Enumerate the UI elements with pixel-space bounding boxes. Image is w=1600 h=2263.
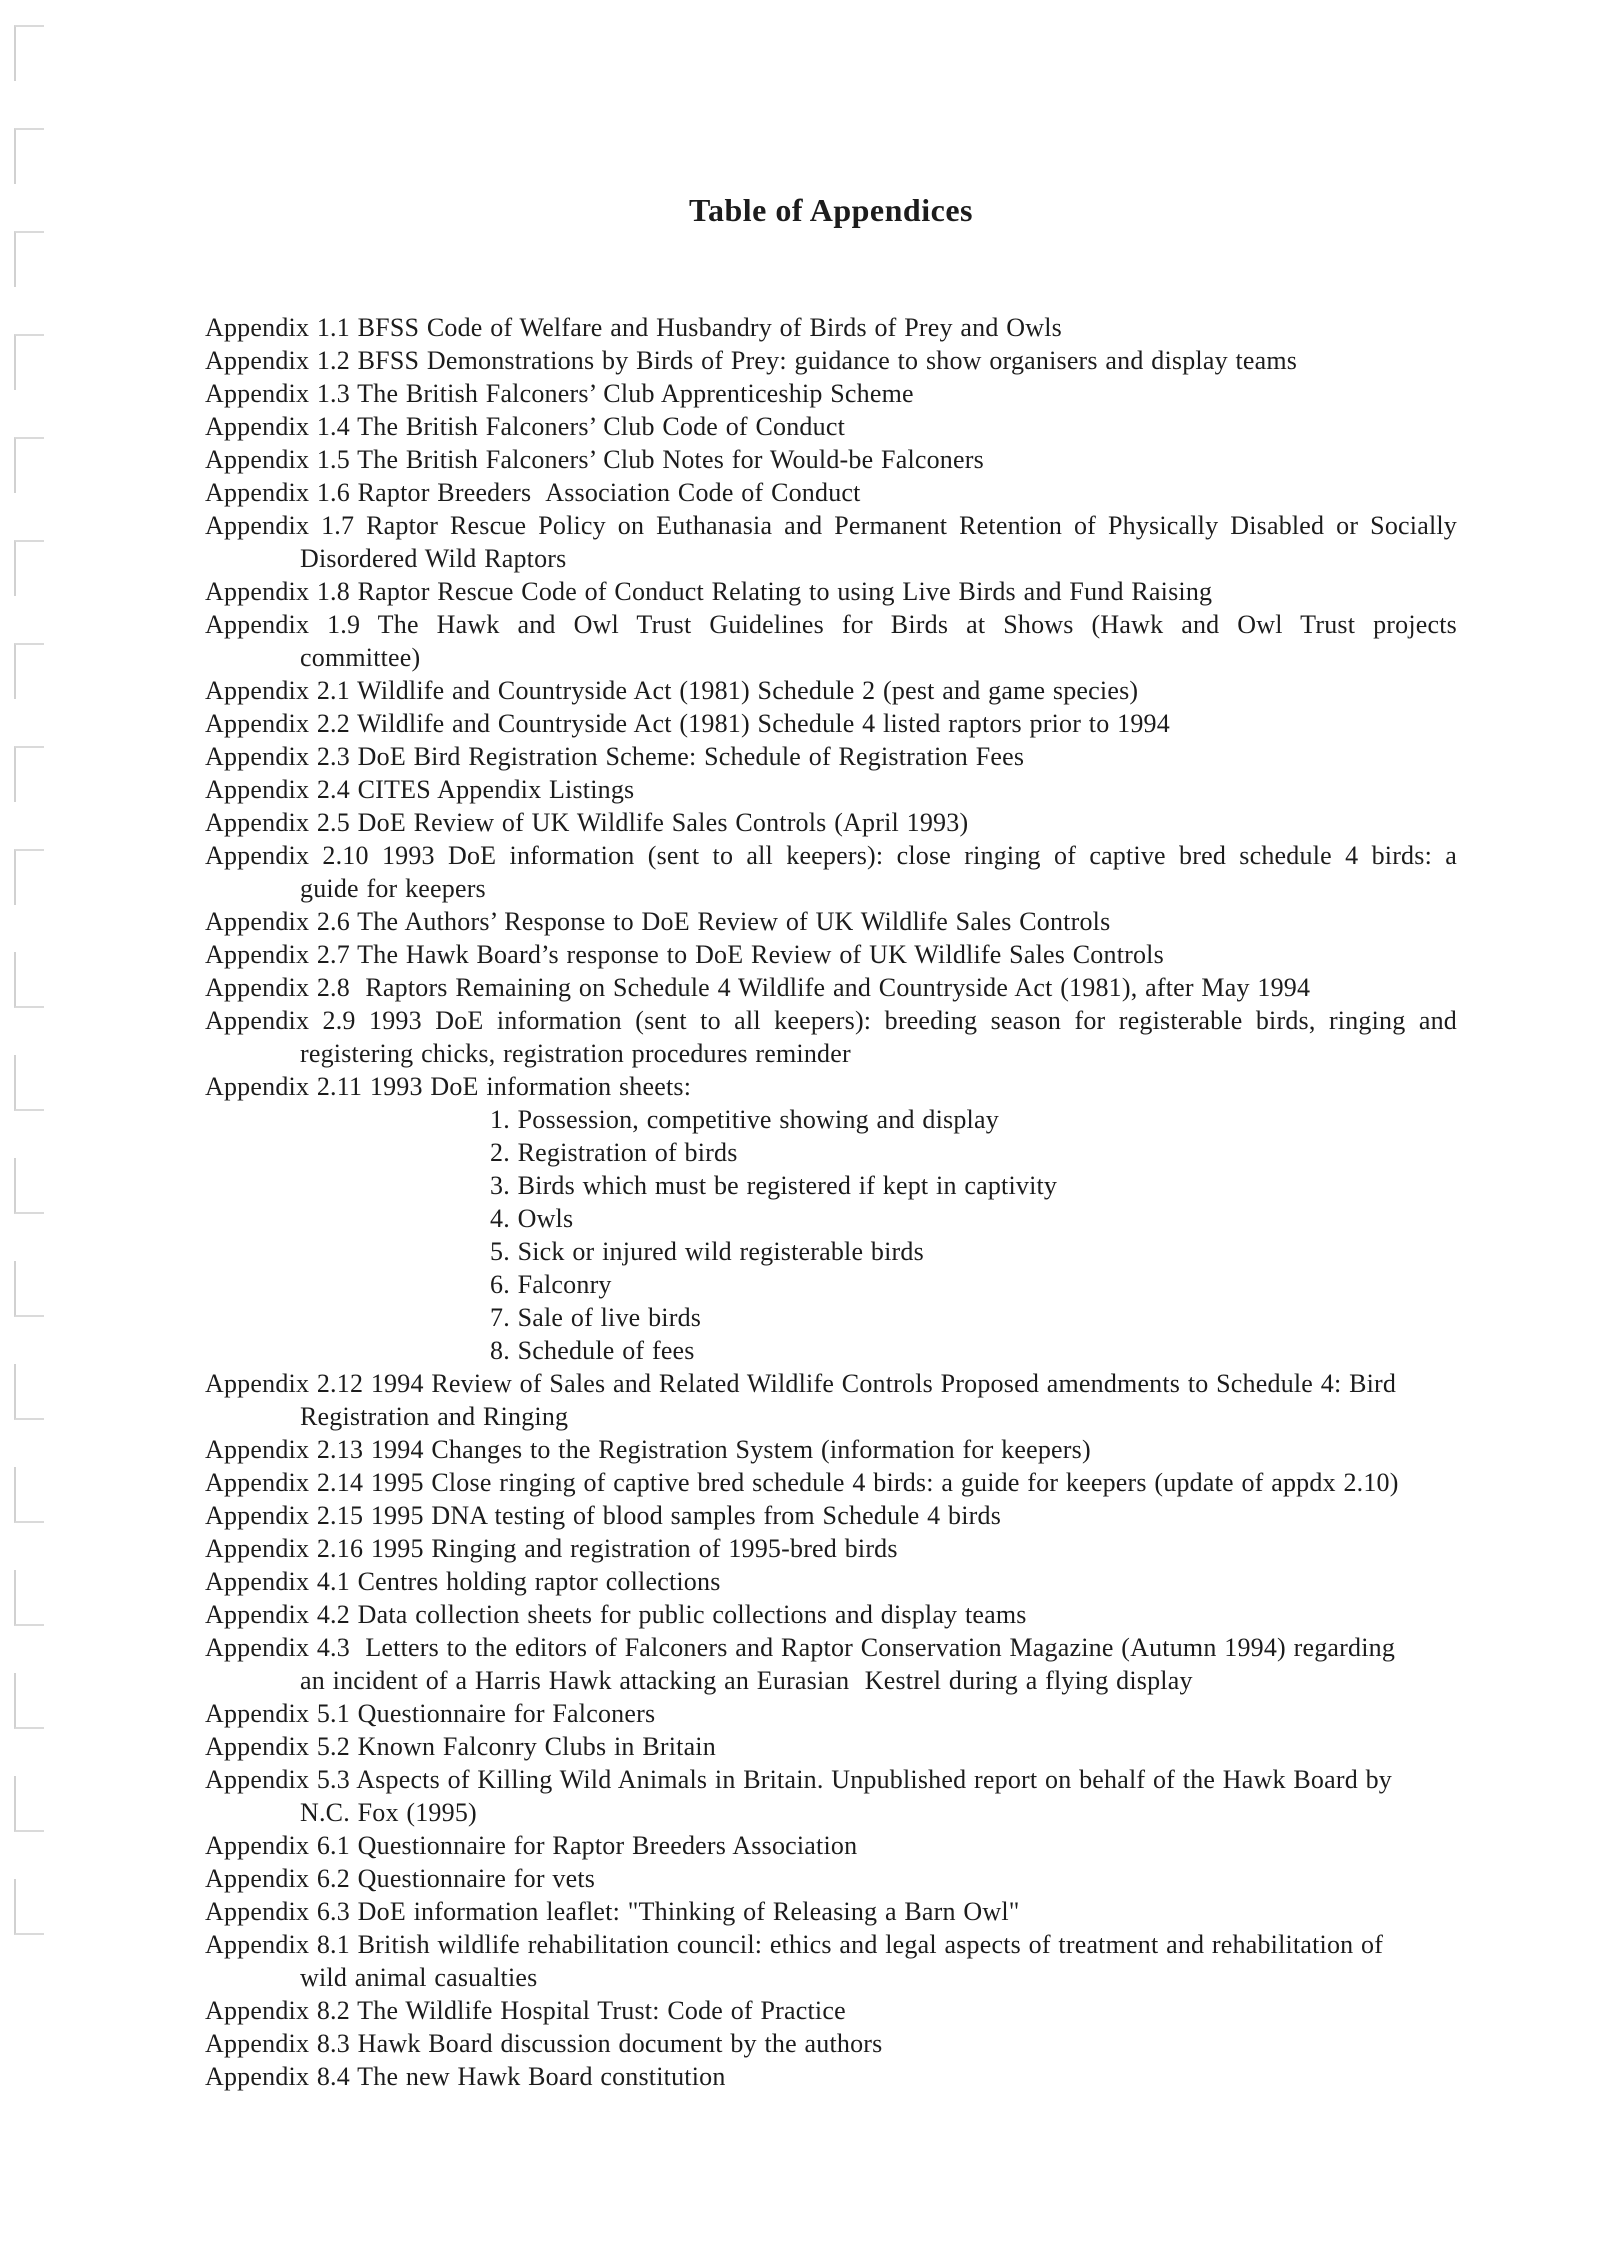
toc-entry-line: Appendix 2.11 1993 DoE information sheets: [205,1072,692,1101]
toc-entry-line: Appendix 6.2 Questionnaire for vets [205,1864,596,1893]
binding-mark-artifact [14,1261,44,1317]
toc-entry-line: Appendix 1.8 Raptor Rescue Code of Conduct Relating to using Live Birds and Fund Raising [205,577,1213,606]
toc-entry-line: an incident of a Harris Hawk attacking an Eurasian Kestrel during a flying display [300,1666,1193,1695]
toc-subitem [205,1202,1457,1235]
binding-mark-artifact [14,1364,44,1420]
toc-entry-line: Appendix 1.9 The Hawk and Owl Trust Guidelines for Birds at Shows (Hawk and Owl Trust projects [205,610,1457,639]
toc-entry [205,1070,1457,1103]
toc-entry-line: Appendix 8.1 British wildlife rehabilitation council: ethics and legal aspects of treatment and rehabilitation of [205,1930,1384,1959]
toc-entry [205,575,1457,608]
toc-entry-line: Appendix 8.3 Hawk Board discussion document by the authors [205,2029,883,2058]
toc-entry-line: Appendix 1.3 The British Falconers’ Club Apprenticeship Scheme [205,379,914,408]
binding-mark-artifact [14,334,44,390]
toc-entry [205,344,1457,377]
toc-entry-line: Appendix 1.5 The British Falconers’ Club Notes for Would-be Falconers [205,445,984,474]
binding-mark-artifact [14,25,44,81]
toc-entry [205,311,1457,344]
toc-entry [205,740,1457,773]
binding-mark-artifact [14,437,44,493]
toc-entry-line: Appendix 6.3 DoE information leaflet: "Thinking of Releasing a Barn Owl" [205,1897,1020,1926]
toc-subitem-line: 8. Schedule of fees [490,1336,695,1365]
page-title: Table of Appendices [689,192,973,228]
binding-mark-artifact [14,231,44,287]
toc-entry-line: registering chicks, registration procedures reminder [300,1039,851,1068]
toc-entry [205,1697,1457,1730]
toc-subitem [205,1136,1457,1169]
toc-entry-line: Disordered Wild Raptors [300,544,567,573]
toc-entry [205,674,1457,707]
toc-entry-line: Appendix 6.1 Questionnaire for Raptor Breeders Association [205,1831,858,1860]
toc-subitem-line: 1. Possession, competitive showing and display [490,1105,999,1134]
toc-entry [205,1004,1457,1070]
toc-entry [205,2027,1457,2060]
toc-entry-line: Appendix 2.4 CITES Appendix Listings [205,775,635,804]
toc-subitem-line: 4. Owls [490,1204,574,1233]
toc-entry [205,839,1457,905]
toc-entry [205,1862,1457,1895]
toc-entry [205,905,1457,938]
toc-subitem-line: 2. Registration of birds [490,1138,738,1167]
binding-mark-artifact [14,128,44,184]
toc-entry [205,1895,1457,1928]
toc-entry [205,1466,1457,1499]
toc-entry [205,1499,1457,1532]
toc-entry-line: wild animal casualties [300,1963,538,1992]
toc-subitem-line: 5. Sick or injured wild registerable birds [490,1237,924,1266]
toc-entry-line: Appendix 2.16 1995 Ringing and registration of 1995-bred birds [205,1534,898,1563]
toc-entry-line: Appendix 2.6 The Authors’ Response to DoE Review of UK Wildlife Sales Controls [205,907,1111,936]
toc-entry [205,509,1457,575]
toc-entry [205,443,1457,476]
binding-marks [0,0,70,2263]
toc-entry [205,377,1457,410]
toc-entry [205,1928,1457,1994]
toc-entry-line: Appendix 2.12 1994 Review of Sales and Related Wildlife Controls Proposed amendments to Schedule 4: Bird [205,1369,1397,1398]
toc-entry [205,1532,1457,1565]
toc-entry [205,773,1457,806]
toc-entry [205,806,1457,839]
toc-entry [205,1631,1457,1697]
toc-entry-line: Appendix 2.9 1993 DoE information (sent to all keepers): breeding season for registerable birds, ringing and [205,1006,1457,1035]
toc-entry [205,608,1457,674]
toc-entry-line: Appendix 4.2 Data collection sheets for public collections and display teams [205,1600,1027,1629]
toc-entry-line: Appendix 2.14 1995 Close ringing of captive bred schedule 4 birds: a guide for keepers (update of appdx 2.10) [205,1468,1399,1497]
binding-mark-artifact [14,746,44,802]
binding-mark-artifact [14,1467,44,1523]
toc-entry-line: Appendix 2.3 DoE Bird Registration Scheme: Schedule of Registration Fees [205,742,1025,771]
toc-subitem-line: 7. Sale of live birds [490,1303,702,1332]
toc-entry-line: Appendix 2.2 Wildlife and Countryside Act (1981) Schedule 4 listed raptors prior to 1994 [205,709,1170,738]
toc-subitem-line: 3. Birds which must be registered if kept in captivity [490,1171,1058,1200]
toc-entry [205,1829,1457,1862]
toc-entry-line: Appendix 2.15 1995 DNA testing of blood samples from Schedule 4 birds [205,1501,1002,1530]
toc-entry-line: Appendix 2.13 1994 Changes to the Registration System (information for keepers) [205,1435,1091,1464]
toc-entry-line: committee) [300,643,421,672]
toc-subitem [205,1334,1457,1367]
toc-entry-line: Appendix 2.5 DoE Review of UK Wildlife Sales Controls (April 1993) [205,808,969,837]
toc-entry [205,1730,1457,1763]
toc-entry-line: Appendix 2.1 Wildlife and Countryside Act (1981) Schedule 2 (pest and game species) [205,676,1139,705]
toc-entry-line: Appendix 5.1 Questionnaire for Falconers [205,1699,656,1728]
binding-mark-artifact [14,1776,44,1832]
binding-mark-artifact [14,1879,44,1935]
toc-subitem [205,1268,1457,1301]
toc-entry [205,1763,1457,1829]
toc-entry-line: Appendix 1.7 Raptor Rescue Policy on Euthanasia and Permanent Retention of Physically Disabled or Socially [205,511,1457,540]
page-content [205,192,1457,2093]
toc-entry-line: Registration and Ringing [300,1402,569,1431]
binding-mark-artifact [14,1673,44,1729]
toc-entry [205,1598,1457,1631]
toc-entry [205,938,1457,971]
toc-entry-line: guide for keepers [300,874,486,903]
toc-entry [205,1367,1457,1433]
toc-entry-line: Appendix 1.2 BFSS Demonstrations by Birds of Prey: guidance to show organisers and display teams [205,346,1298,375]
toc-entry [205,707,1457,740]
binding-mark-artifact [14,540,44,596]
toc-subitem [205,1103,1457,1136]
binding-mark-artifact [14,952,44,1008]
toc-entry-line: Appendix 1.1 BFSS Code of Welfare and Husbandry of Birds of Prey and Owls [205,313,1062,342]
binding-mark-artifact [14,849,44,905]
toc-entry-line: Appendix 5.3 Aspects of Killing Wild Animals in Britain. Unpublished report on behalf of the Hawk Board by [205,1765,1393,1794]
binding-mark-artifact [14,1055,44,1111]
toc-entry-line: Appendix 4.3 Letters to the editors of Falconers and Raptor Conservation Magazine (Autumn 1994) regarding [205,1633,1396,1662]
toc-entry-line: Appendix 1.4 The British Falconers’ Club Code of Conduct [205,412,846,441]
toc-entry-line: N.C. Fox (1995) [300,1798,477,1827]
toc-entry [205,410,1457,443]
binding-mark-artifact [14,643,44,699]
appendix-list [205,311,1457,2093]
toc-subitem [205,1169,1457,1202]
toc-entry-line: Appendix 8.4 The new Hawk Board constitution [205,2062,726,2091]
toc-entry [205,971,1457,1004]
toc-entry-line: Appendix 2.10 1993 DoE information (sent to all keepers): close ringing of captive bred schedule 4 birds: a [205,841,1457,870]
toc-entry-line: Appendix 8.2 The Wildlife Hospital Trust: Code of Practice [205,1996,846,2025]
toc-subitem [205,1301,1457,1334]
toc-entry [205,2060,1457,2093]
toc-entry-line: Appendix 1.6 Raptor Breeders Association Code of Conduct [205,478,861,507]
toc-entry-line: Appendix 2.8 Raptors Remaining on Schedule 4 Wildlife and Countryside Act (1981), after May 1994 [205,973,1311,1002]
toc-subitem-line: 6. Falconry [490,1270,612,1299]
toc-entry [205,476,1457,509]
toc-entry [205,1433,1457,1466]
toc-subitem [205,1235,1457,1268]
toc-entry [205,1565,1457,1598]
toc-entry-line: Appendix 4.1 Centres holding raptor collections [205,1567,721,1596]
binding-mark-artifact [14,1570,44,1626]
binding-mark-artifact [14,1158,44,1214]
toc-entry-line: Appendix 2.7 The Hawk Board’s response to DoE Review of UK Wildlife Sales Controls [205,940,1164,969]
toc-entry [205,1994,1457,2027]
toc-entry-line: Appendix 5.2 Known Falconry Clubs in Britain [205,1732,716,1761]
